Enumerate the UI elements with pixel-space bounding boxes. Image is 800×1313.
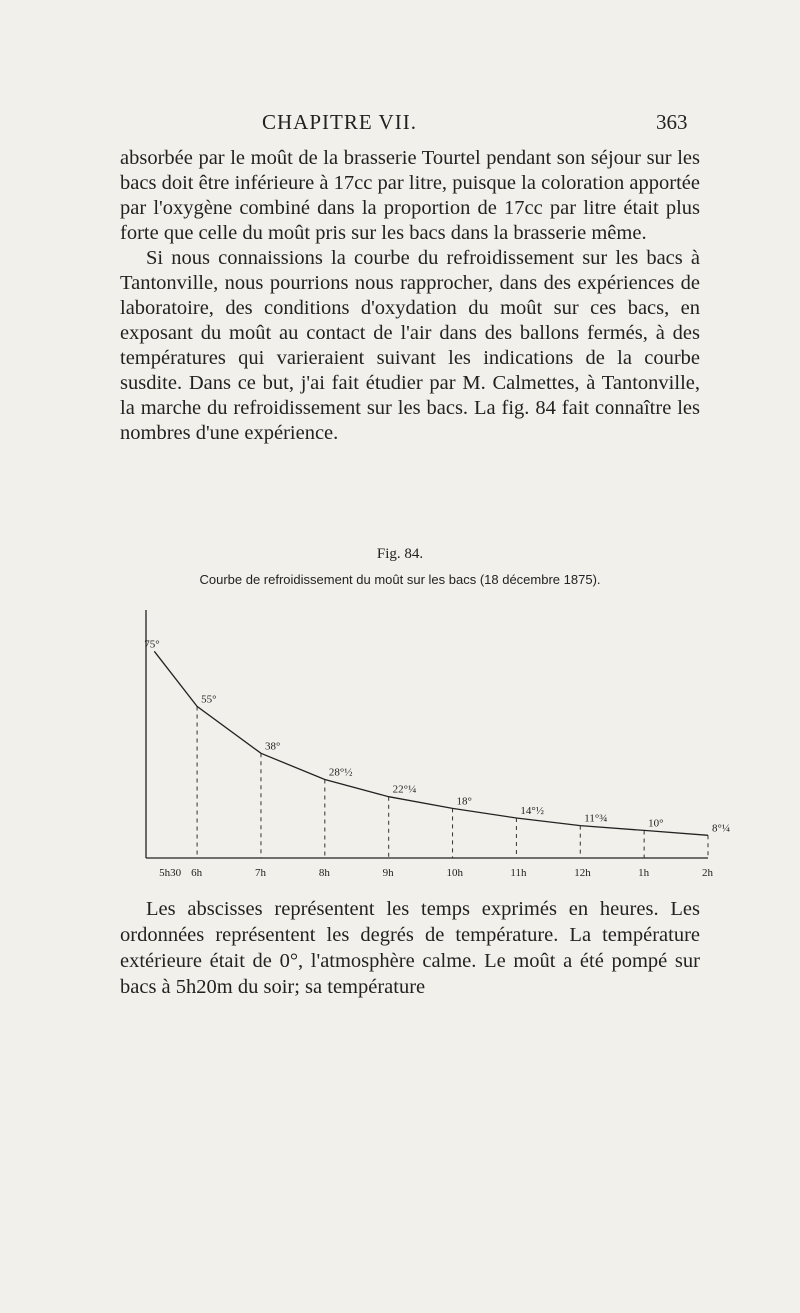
- data-label: 10°: [648, 817, 664, 830]
- data-label: 28°½: [328, 766, 353, 779]
- data-label: 75°: [144, 638, 160, 651]
- x-tick-label: 12h: [574, 867, 591, 879]
- paragraph-2: Si nous connaissions la courbe du refroidissement sur les bacs à Tantonville, nous pourrions nous rapprocher, dans des expériences de laboratoire, des conditions d'oxydation du moût sur ces bacs, en exposant du moût au contact de l'air dans des ballons fermés, à des températures qui varieraient suivant les indications de la courbe susdite. Dans ce but, j'ai fait étudier par M. Calmettes, à Tantonville, la marche du refroidissement sur les bacs. La fig. 84 fait connaître les nombres d'une expérience.: [120, 247, 700, 444]
- chapter-title: CHAPITRE VII.: [262, 110, 417, 134]
- page-header: [0, 110, 800, 142]
- paragraph-1: absorbée par le moût de la brasserie Tourtel pendant son séjour sur les bacs doit être inférieure à 17cc par litre, puisque la coloration apportée par l'oxygène combiné dans la proportion de 17cc par litre était plus forte que celle du moût pris sur les bacs dans la brasserie même.: [120, 147, 700, 244]
- data-label: 14°½: [520, 805, 545, 818]
- data-label: 55°: [201, 693, 217, 706]
- x-tick-label: 11h: [510, 867, 527, 879]
- figure-label: Fig. 84.: [376, 546, 424, 562]
- body-text-bottom: [120, 896, 700, 1000]
- data-label: 18°: [456, 795, 472, 808]
- data-label: 8°¼: [712, 822, 731, 835]
- cooling-curve-line: [154, 651, 708, 835]
- x-tick-label: 10h: [446, 867, 464, 879]
- x-tick-label: 5h30: [159, 867, 182, 879]
- data-label: 38°: [264, 740, 281, 753]
- x-tick-label: 9h: [382, 867, 394, 879]
- data-label: 11°¾: [584, 812, 608, 825]
- x-tick-label: 6h: [191, 867, 203, 879]
- x-tick-label: 7h: [254, 867, 266, 879]
- paragraph-3: Les abscisses représentent les temps exprimés en heures. Les ordonnées représentent les degrés de température. La température extérieure était de 0°, l'atmosphère calme. Le moût a été pompé sur bacs à 5h20m du soir; sa température: [120, 898, 700, 998]
- x-tick-label: 8h: [318, 867, 330, 879]
- body-text-top: [120, 146, 700, 446]
- x-tick-label: 2h: [702, 867, 713, 879]
- chart-svg: [130, 590, 730, 890]
- page-number: 363: [656, 110, 688, 134]
- data-label: 22°¼: [392, 783, 417, 796]
- x-tick-label: 1h: [638, 867, 650, 879]
- figure-caption: Courbe de refroidissement du moût sur les bacs (18 décembre 1875).: [199, 572, 601, 587]
- cooling-curve-chart: [130, 590, 730, 890]
